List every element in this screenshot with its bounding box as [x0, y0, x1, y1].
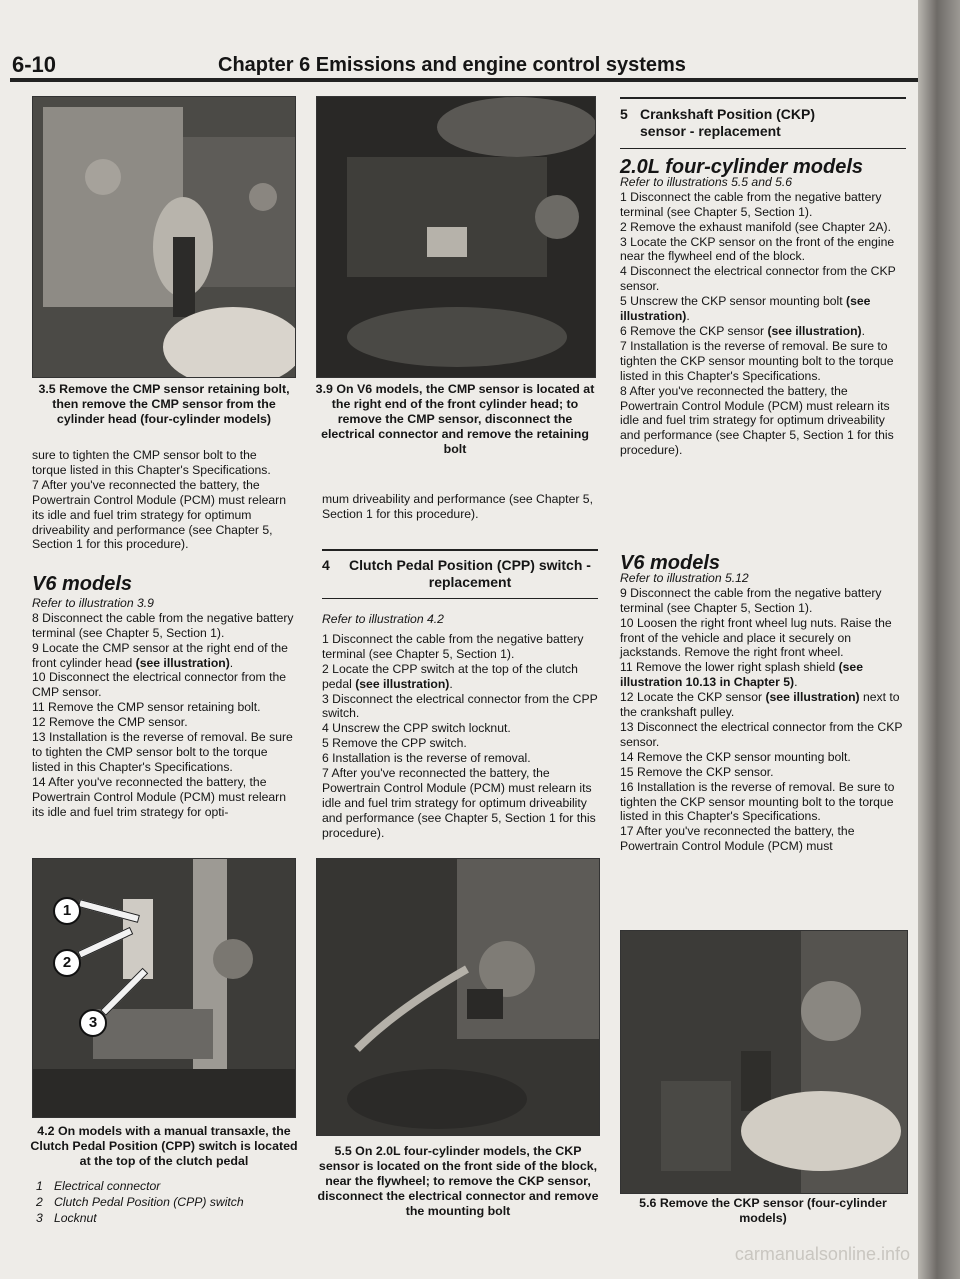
callout-1: 1	[53, 897, 81, 925]
photo-5-5	[316, 858, 600, 1136]
para-2: 2 Remove the exhaust manifold (see Chapter 2A).	[620, 219, 891, 234]
photo-3-5-image	[33, 97, 295, 377]
caption-4-2: 4.2 On models with a manual transaxle, the Clutch Pedal Position (CPP) switch is located at the top of the clutch pedal	[30, 1124, 298, 1168]
page-number: 6-10	[12, 52, 57, 77]
col3-20l-section	[620, 156, 906, 458]
para-8: 8 Disconnect the cable from the negative battery terminal (see Chapter 5, Section 1).	[32, 610, 294, 640]
para-14: 14 Remove the CKP sensor mounting bolt.	[620, 749, 851, 764]
para-10: 10 Disconnect the electrical connector from the CMP sensor.	[32, 670, 287, 700]
page-header	[12, 52, 922, 88]
para-6: 6 Remove the CKP sensor (see illustration).	[620, 323, 865, 338]
caption-3-5: 3.5 Remove the CMP sensor retaining bolt, then remove the CMP sensor from the cylinder head (four-cylinder models)	[38, 382, 290, 426]
para-15: 15 Remove the CKP sensor.	[620, 764, 774, 779]
para-12: 12 Locate the CKP sensor (see illustration) next to the crankshaft pulley.	[620, 690, 900, 720]
ref-v6: Refer to illustration 5.12	[620, 570, 749, 585]
section-5-heading	[620, 106, 906, 140]
para-11: 11 Remove the CMP sensor retaining bolt.	[32, 700, 261, 715]
para-10: 10 Loosen the right front wheel lug nuts. Raise the front of the vehicle and place it securely on jackstands. Remove the right front wheel.	[620, 615, 892, 660]
col2-text-top	[322, 492, 598, 522]
col1-text-top	[32, 448, 294, 552]
para-12: 12 Remove the CMP sensor.	[32, 715, 188, 730]
para-9: 9 Locate the CMP sensor at the right end of the front cylinder head (see illustration).	[32, 640, 288, 670]
section-5-rule	[620, 97, 906, 99]
para-17: 17 After you've reconnected the battery, the Powertrain Control Module (PCM) must	[620, 824, 855, 854]
para-7: 7 After you've reconnected the battery, the Powertrain Control Module (PCM) must relearn its idle and fuel trim strategy for optimum driveability and performance (see Chapter 5, Section 1 for this procedure).	[32, 477, 286, 552]
para-13: 13 Disconnect the electrical connector from the CKP sensor.	[620, 719, 903, 749]
legend-item: 1 Electrical connector	[36, 1179, 161, 1193]
photo-5-6	[620, 930, 908, 1194]
para-5: 5 Unscrew the CKP sensor mounting bolt (see illustration).	[620, 294, 871, 324]
chapter-title: Chapter 6 Emissions and engine control systems	[218, 54, 686, 76]
para-1: 1 Disconnect the cable from the negative battery terminal (see Chapter 5, Section 1).	[620, 189, 882, 219]
section-4-heading	[322, 557, 598, 591]
h-v6-models: V6 models	[620, 552, 721, 574]
section-5-title: Crankshaft Position (CKP) sensor - replacement	[640, 106, 816, 139]
legend-item: 3 Locknut	[36, 1211, 97, 1225]
binding-edge	[918, 0, 960, 1279]
caption-3-9: 3.9 On V6 models, the CMP sensor is located at the right end of the front cylinder head; to remove the CMP sensor, disconnect the electrical connector and remove the retaining bolt	[315, 382, 595, 456]
photo-3-9	[316, 96, 596, 378]
v6-ref: Refer to illustration 3.9	[32, 595, 154, 610]
photo-3-9-image	[317, 97, 595, 377]
section-4-title: Clutch Pedal Position (CPP) switch - replacement	[349, 557, 591, 590]
para-1: 1 Disconnect the cable from the negative battery terminal (see Chapter 5, Section 1).	[322, 631, 584, 661]
section-4-rule	[322, 549, 598, 551]
para-3: 3 Locate the CKP sensor on the front of the engine near the flywheel end of the block.	[620, 234, 895, 264]
ref-20l: Refer to illustrations 5.5 and 5.6	[620, 174, 793, 189]
para-continued: sure to tighten the CMP sensor bolt to the torque listed in this Chapter's Specifications.	[32, 448, 271, 477]
v6-heading: V6 models	[32, 573, 133, 595]
para-9: 9 Disconnect the cable from the negative battery terminal (see Chapter 5, Section 1).	[620, 585, 882, 615]
para-16: 16 Installation is the reverse of removal. Be sure to tighten the CKP sensor mounting bolt to the torque listed in this Chapter's Specifications.	[620, 779, 895, 824]
col3-v6-section	[620, 552, 906, 854]
para-6: 6 Installation is the reverse of removal.	[322, 751, 531, 766]
section-4-number: 4	[322, 557, 330, 573]
header-rule	[10, 78, 918, 82]
photo-5-5-image	[317, 859, 599, 1135]
photo-3-5	[32, 96, 296, 378]
callout-3: 3	[79, 1009, 107, 1037]
col2-section-4	[322, 612, 598, 841]
para-14: 14 After you've reconnected the battery, the Powertrain Control Module (PCM) must relearn its idle and fuel trim strategy for opti-	[32, 774, 286, 819]
photo-4-2	[32, 858, 296, 1118]
para-7: 7 After you've reconnected the battery, the Powertrain Control Module (PCM) must relearn its idle and fuel trim strategy for optimum driveability and performance (see Chapter 5, Section 1 for this procedure).	[322, 766, 596, 840]
col1-v6-section	[32, 573, 294, 820]
caption-5-5: 5.5 On 2.0L four-cylinder models, the CKP sensor is located on the front side of the block, near the flywheel; to remove the CKP sensor, disconnect the electrical connector and remove the mounting bolt	[317, 1144, 599, 1218]
photo-5-6-image	[621, 931, 907, 1193]
para-7: 7 Installation is the reverse of removal. Be sure to tighten the CKP sensor mounting bolt to the torque listed in this Chapter's Specifications.	[620, 338, 894, 383]
para-4: 4 Disconnect the electrical connector from the CKP sensor.	[620, 264, 896, 294]
para-11: 11 Remove the lower right splash shield (see illustration 10.13 in Chapter 5).	[620, 660, 863, 690]
para-13: 13 Installation is the reverse of removal. Be sure to tighten the CMP sensor bolt to the torque listed in this Chapter's Specifications.	[32, 730, 293, 774]
legend-4-2	[36, 1178, 298, 1226]
caption-5-6: 5.6 Remove the CKP sensor (four-cylinder models)	[639, 1196, 887, 1225]
para-2: 2 Locate the CPP switch at the top of the clutch pedal (see illustration).	[322, 661, 578, 691]
para-3: 3 Disconnect the electrical connector from the CPP switch.	[322, 691, 598, 721]
callout-2: 2	[53, 949, 81, 977]
para-8: 8 After you've reconnected the battery, the Powertrain Control Module (PCM) must relearn its idle and fuel trim strategy for optimum driveability and performance (see Chapter 5, Section 1 for this procedure).	[620, 383, 894, 458]
section-5-number: 5	[620, 106, 628, 122]
footer-watermark: carmanualsonline.info	[734, 1244, 910, 1264]
section-5-rule-bottom	[620, 148, 906, 149]
para-4: 4 Unscrew the CPP switch locknut.	[322, 721, 511, 736]
sec4-ref: Refer to illustration 4.2	[322, 612, 444, 626]
legend-item: 2 Clutch Pedal Position (CPP) switch	[36, 1195, 244, 1209]
h-2-0l-models: 2.0L four-cylinder models	[620, 156, 864, 178]
para-continued: mum driveability and performance (see Chapter 5, Section 1 for this procedure).	[322, 492, 593, 521]
para-5: 5 Remove the CPP switch.	[322, 736, 467, 751]
section-4-rule-bottom	[322, 598, 598, 599]
